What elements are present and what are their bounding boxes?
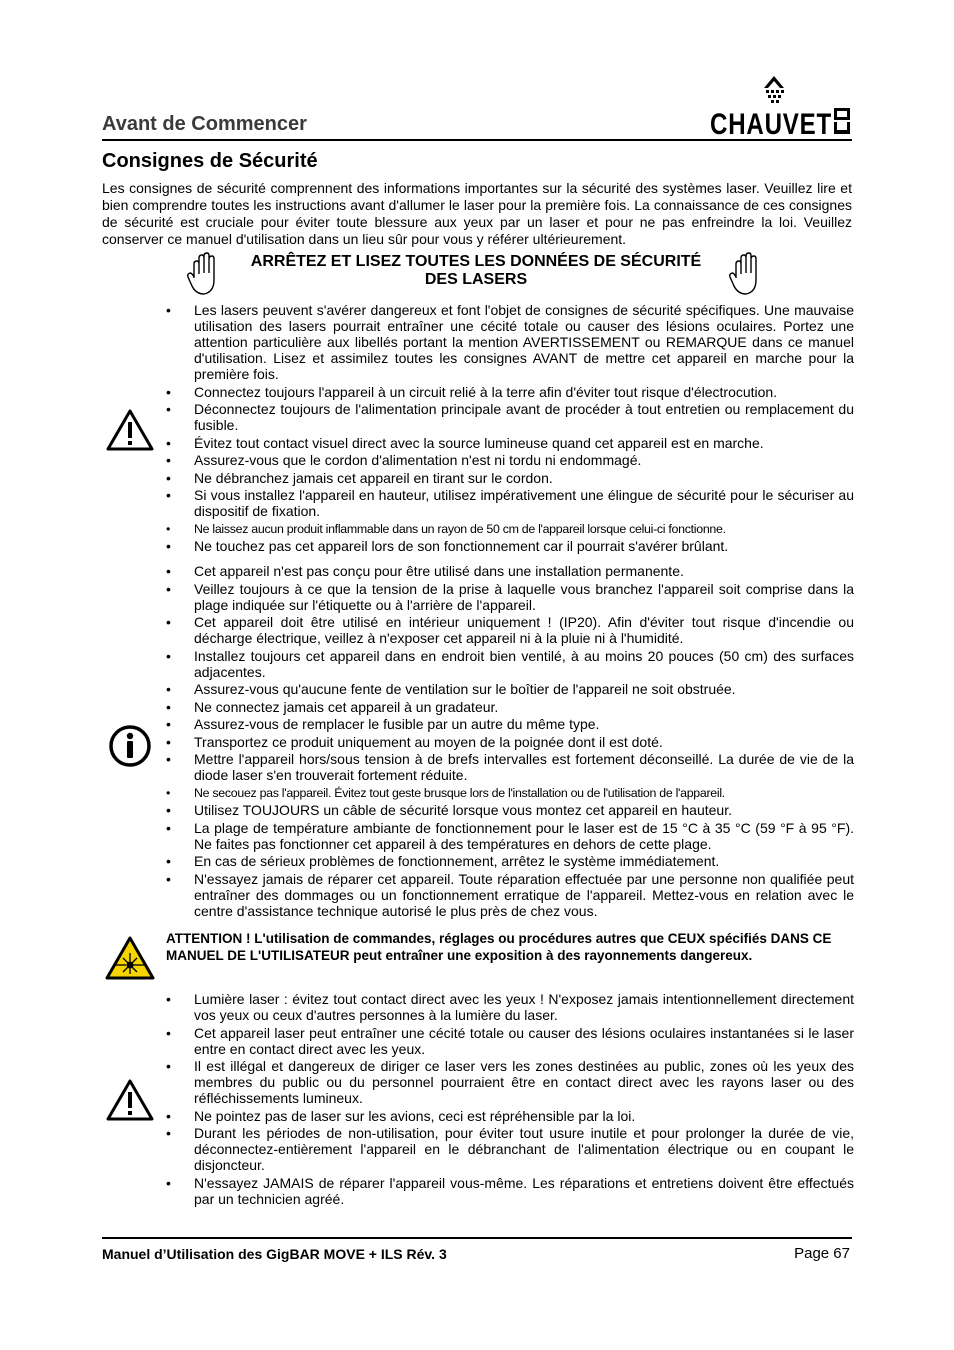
list-item: • Mettre l'appareil hors/sous tension à de brefs intervalles est fortement déconseillé. La durée de vie de la diode laser s'en trouverait fortement réduite.: [166, 751, 854, 783]
intro-paragraph: Les consignes de sécurité comprennent des informations importantes sur la sécurité des systèmes laser. Veuillez lire et bien comprendre toutes les instructions avant d'allumer le laser pour la première fois. La connaissance de ces consignes de sécurité est cruciale pour éviter toute blessure aux yeux par un laser et pour ne pas enfreindre la loi. Veuillez conserver ce manuel d'utilisation dans un lieu sûr pour vous y référer ultérieurement.: [102, 180, 852, 247]
warning-title: ARRÊTEZ ET LISEZ TOUTES LES DONNÉES DE SÉCURITÉ DES LASERS: [250, 253, 702, 288]
safety-list-1: [166, 302, 854, 556]
list-item: • En cas de sérieux problèmes de fonctionnement, arrêtez le système immédiatement.: [166, 853, 854, 869]
list-item: • Ne secouez pas l'appareil. Évitez tout geste brusque lors de l'installation ou de l'utilisation de l'appareil.: [166, 785, 854, 801]
list-item: • Transportez ce produit uniquement au moyen de la poignée dont il est doté.: [166, 734, 854, 750]
list-item: • Ne connectez jamais cet appareil à un gradateur.: [166, 699, 854, 715]
info-icon: [108, 724, 152, 768]
list-item: • Connectez toujours l'appareil à un circuit relié à la terre afin d'éviter tout risque d'électrocution.: [166, 384, 854, 400]
list-item: • N'essayez JAMAIS de réparer l'appareil vous-même. Les réparations et entretiens doivent être effectués par un technicien agréé.: [166, 1175, 854, 1207]
stop-hand-icon: [728, 252, 764, 296]
list-item: • Assurez-vous que le cordon d'alimentation n'est ni tordu ni endommagé.: [166, 452, 854, 468]
list-item: • N'essayez jamais de réparer cet appareil. Toute réparation effectuée par une personne non qualifiée peut entraîner des dommages ou un fonctionnement erratique de l'appareil. Mettez-vous en relation avec le centre d'assistance technique autorisé le plus près de chez vous.: [166, 871, 854, 919]
list-item: • Assurez-vous de remplacer le fusible par un autre du même type.: [166, 716, 854, 732]
footer-divider: [102, 1237, 852, 1239]
laser-warning-icon: [105, 936, 155, 980]
safety-list-2: [166, 563, 854, 920]
list-item: • Ne débranchez jamais cet appareil en tirant sur le cordon.: [166, 470, 854, 486]
list-item: • Si vous installez l'appareil en hauteur, utilisez impérativement une élingue de sécurité pour le sécuriser au dispositif de fixation.: [166, 487, 854, 519]
svg-text:CHAUVET: CHAUVET: [710, 108, 832, 140]
list-item: • Cet appareil laser peut entraîner une cécité totale ou causer des lésions oculaires instantanées si le laser entre en contact direct avec les yeux.: [166, 1025, 854, 1057]
list-item: • Installez toujours cet appareil dans en endroit bien ventilé, à au moins 20 pouces (50 cm) des surfaces adjacentes.: [166, 648, 854, 680]
list-item: • Il est illégal et dangereux de diriger ce laser vers les zones destinées au public, zones où les yeux des membres du public ou du personnel pourraient être en contact direct avec les rayons laser ou des réfléchissements lumineux.: [166, 1058, 854, 1106]
section-header: Avant de Commencer: [102, 113, 307, 135]
attention-notice: ATTENTION ! L'utilisation de commandes, réglages ou procédures autres que CEUX spécifiés DANS CE MANUEL DE L'UTILISATEUR peut entraîner une exposition à des rayonnements dangereux.: [166, 931, 832, 963]
list-item: • Veillez toujours à ce que la tension de la prise à laquelle vous branchez l'appareil soit comprise dans la plage indiquée sur l'étiquette ou à l'arrière de l'appareil.: [166, 581, 854, 613]
list-item: • La plage de température ambiante de fonctionnement pour le laser est de 15 °C à 35 °C (59 °F à 95 °F). Ne faites pas fonctionner cet appareil à des températures en dehors de cette plage.: [166, 820, 854, 852]
list-item: • Déconnectez toujours de l'alimentation principale avant de procéder à tout entretien ou remplacement du fusible.: [166, 401, 854, 433]
list-item: • Ne laissez aucun produit inflammable dans un rayon de 50 cm de l'appareil lorsque celui-ci fonctionne.: [166, 521, 854, 537]
list-item: • Lumière laser : évitez tout contact direct avec les yeux ! N'exposez jamais intentionnellement directement vos yeux ou ceux d'autres personnes à la lumière du laser.: [166, 991, 854, 1023]
list-item: • Assurez-vous qu'aucune fente de ventilation sur le boîtier de l'appareil ne soit obstruée.: [166, 681, 854, 697]
header-divider: [102, 139, 852, 141]
warning-triangle-icon: [106, 408, 154, 452]
footer-manual-title: Manuel d’Utilisation des GigBAR MOVE + ILS Rév. 3: [102, 1246, 447, 1262]
page-number: Page 67: [794, 1245, 850, 1262]
list-item: • Ne pointez pas de laser sur les avions, ceci est répréhensible par la loi.: [166, 1108, 854, 1124]
safety-list-3: [166, 991, 854, 1208]
stop-hand-icon: [186, 252, 222, 296]
page-title: Consignes de Sécurité: [102, 150, 318, 172]
list-item: • Utilisez TOUJOURS un câble de sécurité lorsque vous montez cet appareil en hauteur.: [166, 802, 854, 818]
list-item: • Cet appareil n'est pas conçu pour être utilisé dans une installation permanente.: [166, 563, 854, 579]
list-item: • Évitez tout contact visuel direct avec la source lumineuse quand cet appareil est en marche.: [166, 435, 854, 451]
warning-triangle-icon: [106, 1078, 154, 1122]
list-item: • Ne touchez pas cet appareil lors de son fonctionnement car il pourrait s'avérer brûlant.: [166, 538, 854, 554]
list-item: • Cet appareil doit être utilisé en intérieur uniquement ! (IP20). Afin d'éviter tout risque d'incendie ou décharge électrique, veillez à n'exposer cet appareil ni à la pluie ni à l'humidité.: [166, 614, 854, 646]
list-item: • Durant les périodes de non-utilisation, pour éviter tout usure inutile et pour prolonger la durée de vie, déconnectez-entièrement l'appareil en le débranchant de l'alimentation électrique ou en coupant le disjoncteur.: [166, 1125, 854, 1173]
list-item: • Les lasers peuvent s'avérer dangereux et font l'objet de consignes de sécurité spécifiques. Une mauvaise utilisation des lasers pourrait entraîner une cécité totale ou causer des lésions oculaires. Portez une attention particulière aux libellés portant la mention AVERTISSEMENT ou REMARQUE dans ce manuel d'utilisation. Lisez et assimilez toutes les consignes AVANT de mettre cet appareil en marche pour la première fois.: [166, 302, 854, 382]
chauvet-dj-logo: [706, 74, 854, 140]
